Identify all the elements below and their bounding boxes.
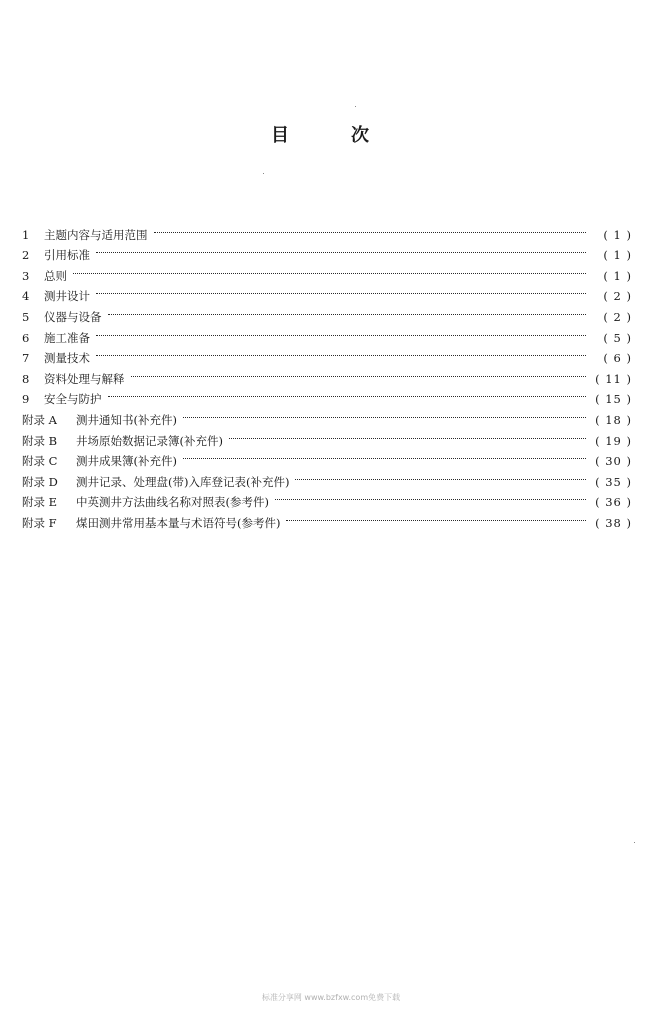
- dot-leader: [96, 239, 592, 260]
- toc-entry[interactable]: [22, 342, 632, 366]
- toc-page-number: ( 2 ): [603, 309, 632, 324]
- dot-leader: [286, 506, 592, 527]
- toc-entry[interactable]: [22, 280, 632, 304]
- toc-entry[interactable]: [22, 300, 632, 324]
- toc-page-number: ( 36 ): [595, 495, 632, 510]
- toc-title: 施工准备: [44, 330, 90, 345]
- toc-title: 测量技术: [44, 351, 90, 366]
- toc-page-number: ( 38 ): [595, 515, 632, 530]
- toc-entry[interactable]: [22, 383, 632, 407]
- toc-title: 煤田测井常用基本量与术语符号(参考件): [76, 515, 281, 530]
- toc-appendix-number: 附录 C: [22, 454, 58, 469]
- toc-title: 中英测井方法曲线名称对照表(参考件): [76, 495, 269, 510]
- toc-appendix-number: 附录 E: [22, 495, 58, 510]
- page-title: [0, 124, 662, 154]
- toc-title: 安全与防护: [44, 392, 102, 407]
- toc-title: 总则: [44, 268, 67, 283]
- dot-leader: [295, 465, 592, 486]
- dot-leader: [183, 445, 592, 466]
- dot-leader: [183, 403, 592, 424]
- toc-number: 3: [22, 268, 30, 283]
- toc-title: 主题内容与适用范围: [44, 227, 148, 242]
- toc-number: 6: [22, 330, 30, 345]
- dot-leader: [229, 424, 592, 445]
- toc-page-number: ( 35 ): [595, 474, 632, 489]
- toc-number: 2: [22, 248, 30, 263]
- dot-leader: [108, 300, 593, 321]
- dot-leader: [96, 342, 592, 363]
- toc-entry-appendix[interactable]: [22, 403, 632, 427]
- title-char-2: 次: [351, 125, 369, 146]
- toc-entry[interactable]: [22, 239, 632, 263]
- dot-leader: [96, 280, 592, 301]
- toc-entry[interactable]: [22, 218, 632, 242]
- scan-speck: [634, 842, 635, 843]
- toc-page-number: ( 6 ): [603, 351, 632, 366]
- toc-title: 井场原始数据记录簿(补充件): [76, 433, 223, 448]
- toc-entry[interactable]: [22, 321, 632, 345]
- toc-page-number: ( 15 ): [595, 392, 632, 407]
- dot-leader: [108, 383, 593, 404]
- toc-number: 7: [22, 351, 30, 366]
- toc-title: 引用标准: [44, 248, 90, 263]
- toc-page-number: ( 18 ): [595, 412, 632, 427]
- dot-leader: [154, 218, 593, 239]
- toc-page-number: ( 19 ): [595, 433, 632, 448]
- dot-leader: [275, 486, 592, 507]
- toc-page-number: ( 11 ): [595, 371, 632, 386]
- toc-page-number: ( 5 ): [603, 330, 632, 345]
- dot-leader: [73, 259, 592, 280]
- scan-speck: [355, 106, 356, 107]
- dot-leader: [96, 321, 592, 342]
- toc-title: 测井记录、处理盘(带)入库登记表(补充件): [76, 474, 290, 489]
- toc-appendix-number: 附录 F: [22, 515, 57, 530]
- toc-page-number: ( 1 ): [603, 268, 632, 283]
- toc-title: 测井设计: [44, 289, 90, 304]
- toc-page-number: ( 1 ): [603, 248, 632, 263]
- toc-number: 4: [22, 289, 30, 304]
- toc-appendix-number: 附录 B: [22, 433, 58, 448]
- toc-title: 仪器与设备: [44, 309, 102, 324]
- toc-title: 资料处理与解释: [44, 371, 125, 386]
- toc-number: 1: [22, 227, 30, 242]
- toc-appendix-number: 附录 A: [22, 412, 57, 427]
- toc-number: 5: [22, 309, 30, 324]
- title-char-1: 目: [271, 125, 289, 146]
- toc-number: 9: [22, 392, 30, 407]
- table-of-contents: [22, 218, 632, 530]
- toc-number: 8: [22, 371, 30, 386]
- toc-appendix-number: 附录 D: [22, 474, 58, 489]
- toc-page-number: ( 2 ): [603, 289, 632, 304]
- scan-speck: [263, 173, 264, 174]
- toc-page-number: ( 30 ): [595, 454, 632, 469]
- toc-page-number: ( 1 ): [603, 227, 632, 242]
- dot-leader: [131, 362, 593, 383]
- footer-watermark: 标准分享网 www.bzfxw.com免费下载: [261, 993, 401, 1002]
- toc-title: 测井通知书(补充件): [76, 412, 177, 427]
- toc-entry[interactable]: [22, 259, 632, 283]
- toc-entry[interactable]: [22, 362, 632, 386]
- toc-title: 测井成果簿(补充件): [76, 454, 177, 469]
